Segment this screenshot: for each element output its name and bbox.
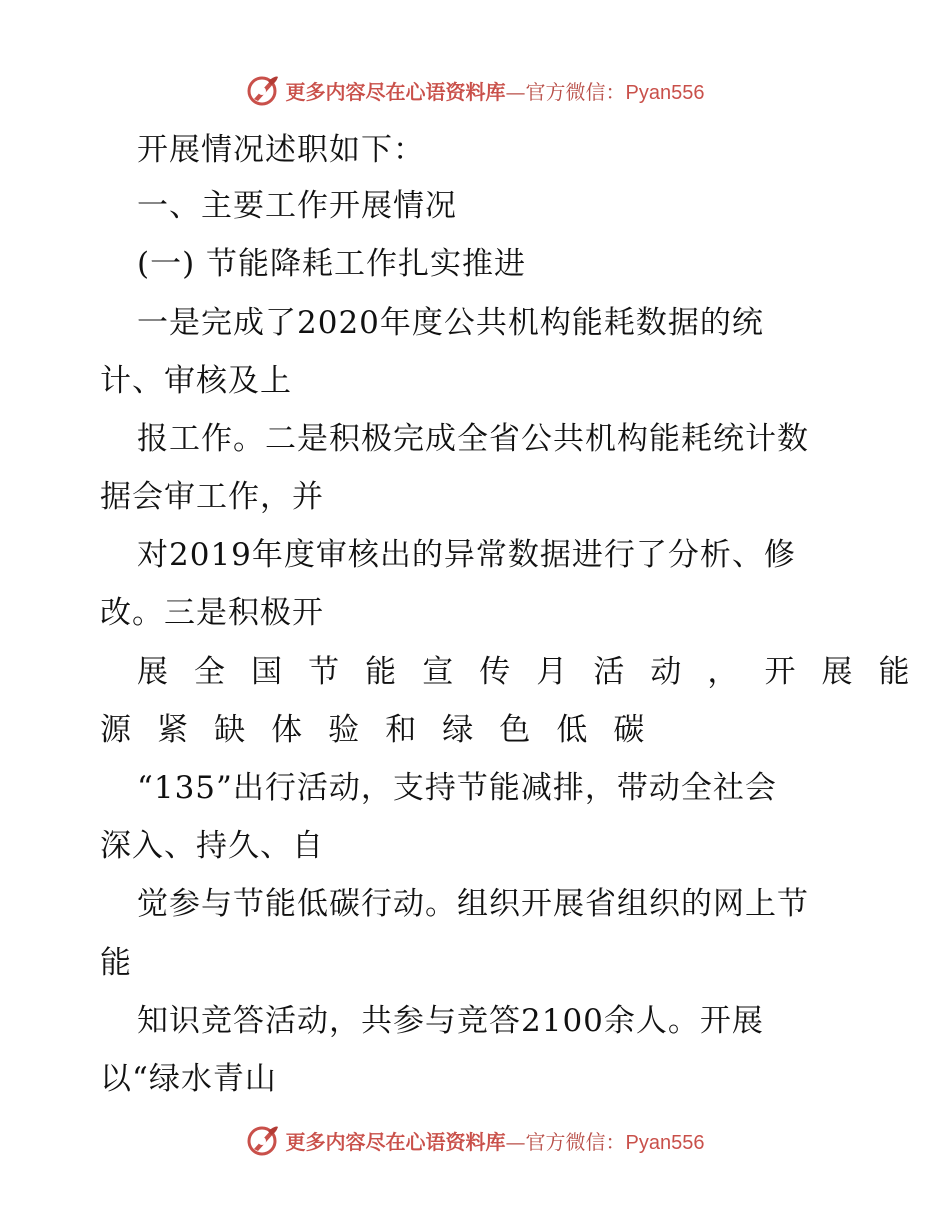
text-line: 据会审工作，并 xyxy=(100,479,324,515)
text-line: 一是完成了2020年度公共机构能耗数据的统 xyxy=(137,305,764,341)
text-line: 觉参与节能低碳行动。组织开展省组织的网上节 xyxy=(137,886,809,922)
watermark-wechat-id: Pyan556 xyxy=(625,81,705,104)
text-line: 开展情况述职如下： xyxy=(137,132,425,168)
text-line: 源紧缺体验和绿色低碳 xyxy=(100,712,671,748)
quill-circle-logo-icon xyxy=(246,73,280,107)
watermark-wechat-label: —官方微信： xyxy=(505,79,626,104)
text-line: 展全国节能宣传月活动，开展能 xyxy=(137,654,936,690)
section-heading: 一、主要工作开展情况 xyxy=(137,188,457,224)
text-line: 对2019年度审核出的异常数据进行了分析、修 xyxy=(137,537,796,573)
text-line: 计、审核及上 xyxy=(100,363,292,399)
watermark-wechat-id: Pyan556 xyxy=(625,1131,705,1154)
text-line: 能 xyxy=(100,945,132,981)
text-line: 报工作。二是积极完成全省公共机构能耗统计数 xyxy=(137,421,809,457)
quill-circle-logo-icon xyxy=(246,1123,280,1157)
header-watermark xyxy=(0,70,950,110)
watermark-text xyxy=(286,76,705,105)
text-line: 知识竞答活动，共参与竞答2100余人。开展 xyxy=(137,1003,764,1039)
text-line: 以“绿水青山 xyxy=(100,1061,277,1097)
text-line: 深入、持久、自 xyxy=(100,828,324,864)
subsection-heading: (一) 节能降耗工作扎实推进 xyxy=(137,246,527,282)
watermark-brand: 更多内容尽在心语资料库 xyxy=(285,1129,506,1154)
text-line: 改。三是积极开 xyxy=(100,595,324,631)
footer-watermark xyxy=(0,1120,950,1160)
text-line: “135”出行活动，支持节能减排，带动全社会 xyxy=(137,770,777,806)
watermark-text xyxy=(286,1126,705,1155)
watermark-wechat-label: —官方微信： xyxy=(505,1129,626,1154)
watermark-brand: 更多内容尽在心语资料库 xyxy=(285,79,506,104)
